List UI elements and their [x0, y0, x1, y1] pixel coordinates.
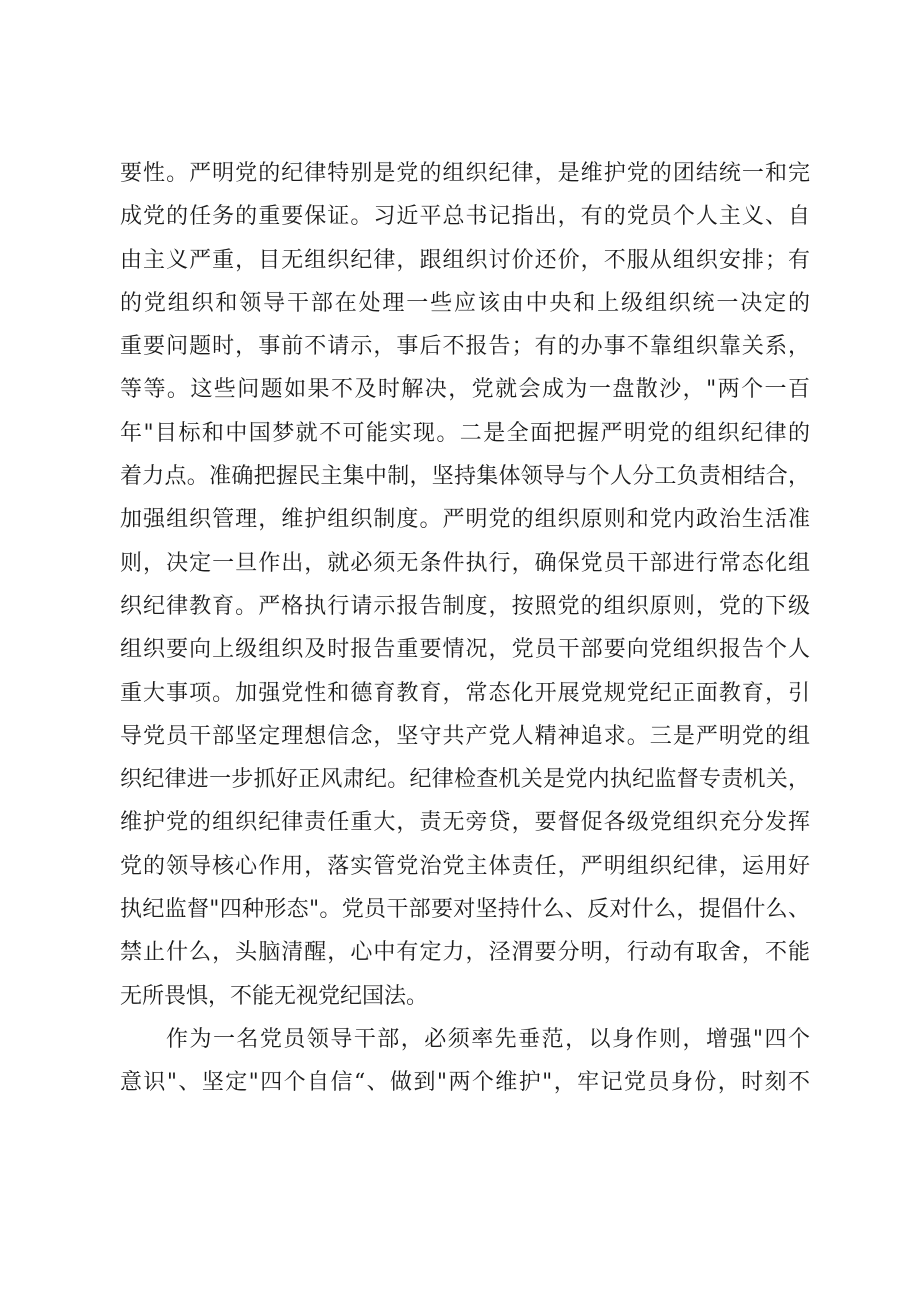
text-line: 要性。严明党的纪律特别是党的组织纪律，是维护党的团结统一和完 [120, 161, 810, 186]
text-line: 无所畏惧，不能无视党纪国法。 [120, 983, 429, 1009]
text-line: 意识"、坚定"四个自信“、做到"两个维护"，牢记党员身份，时刻不 [120, 1070, 810, 1096]
body-text [120, 152, 810, 1105]
paragraph-1 [120, 152, 810, 1018]
text-line: 导党员干部坚定理想信念，坚守共产党人精神追求。三是严明党的组 [120, 723, 810, 749]
text-line: 执纪监督"四种形态"。党员干部要对坚持什么、反对什么，提倡什么、 [120, 897, 810, 923]
text-line: 禁止什么，头脑清醒，心中有定力，泾渭要分明，行动有取舍，不能 [120, 940, 810, 966]
text-line: 作为一名党员领导干部，必须率先垂范，以身作则，增强"四个 [166, 1026, 810, 1052]
text-line: 维护党的组织纪律责任重大，责无旁贷，要督促各级党组织充分发挥 [120, 810, 810, 836]
text-line: 等等。这些问题如果不及时解决，党就会成为一盘散沙，"两个一百 [120, 377, 810, 403]
paragraph-2 [120, 1018, 810, 1105]
text-line: 重大事项。加强党性和德育教育，常态化开展党规党纪正面教育，引 [120, 680, 810, 706]
text-line: 重要问题时，事前不请示，事后不报告；有的办事不靠组织靠关系， [120, 334, 810, 360]
text-line: 着力点。准确把握民主集中制，坚持集体领导与个人分工负责相结合， [120, 464, 810, 490]
text-line: 由主义严重，目无组织纪律，跟组织讨价还价，不服从组织安排；有 [120, 247, 810, 273]
text-line: 成党的任务的重要保证。习近平总书记指出，有的党员个人主义、自 [120, 204, 810, 230]
text-line: 组织要向上级组织及时报告重要情况，党员干部要向党组织报告个人 [120, 637, 810, 663]
text-line: 的党组织和领导干部在处理一些应该由中央和上级组织统一决定的 [120, 290, 810, 316]
text-line: 则，决定一旦作出，就必须无条件执行，确保党员干部进行常态化组 [120, 550, 810, 576]
text-line: 加强组织管理，维护组织制度。严明党的组织原则和党内政治生活准 [120, 507, 810, 533]
text-line: 年"目标和中国梦就不可能实现。二是全面把握严明党的组织纪律的 [120, 420, 810, 446]
text-line: 织纪律教育。严格执行请示报告制度，按照党的组织原则，党的下级 [120, 593, 810, 619]
text-line: 织纪律进一步抓好正风肃纪。纪律检查机关是党内执纪监督专责机关， [120, 767, 810, 793]
text-line: 党的领导核心作用，落实管党治党主体责任，严明组织纪律，运用好 [120, 853, 810, 879]
